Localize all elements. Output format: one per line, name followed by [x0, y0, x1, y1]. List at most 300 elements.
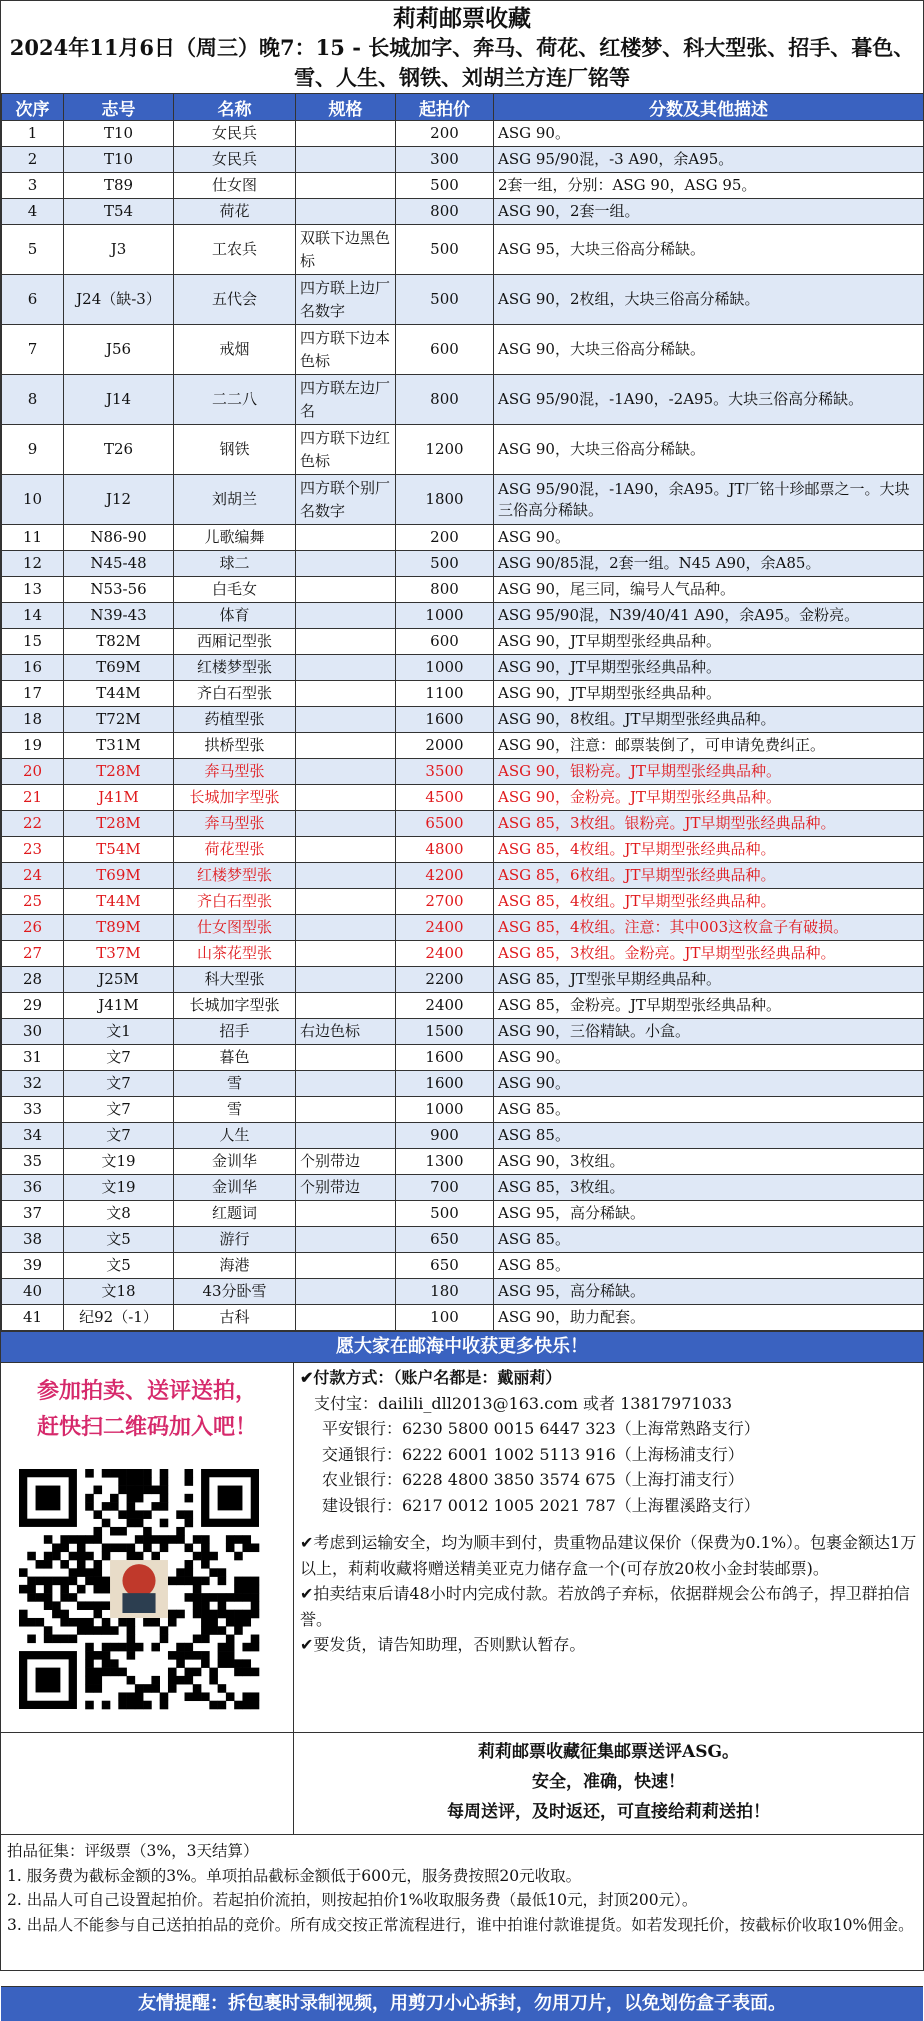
- cell-code: J56: [64, 325, 174, 375]
- table-row: [2, 863, 924, 889]
- cell-spec: [296, 811, 396, 837]
- cell-price: 800: [396, 577, 494, 603]
- table-row: [2, 915, 924, 941]
- cell-name: 暮色: [174, 1045, 296, 1071]
- table-row: [2, 1279, 924, 1305]
- cell-no: 3: [2, 173, 64, 199]
- col-header-code: 志号: [64, 94, 174, 121]
- cell-name: 二二八: [174, 375, 296, 425]
- cell-price: 180: [396, 1279, 494, 1305]
- cell-code: N39-43: [64, 603, 174, 629]
- cell-price: 800: [396, 199, 494, 225]
- table-row: [2, 1227, 924, 1253]
- cell-desc: ASG 90，大块三俗高分稀缺。: [494, 425, 924, 475]
- table-row: [2, 811, 924, 837]
- cell-code: 纪92（-1）: [64, 1305, 174, 1331]
- delivery-note: ✔要发货，请告知助理，否则默认暂存。: [300, 1635, 586, 1654]
- cell-price: 1800: [396, 475, 494, 525]
- cell-name: 荷花: [174, 199, 296, 225]
- cell-name: 五代会: [174, 275, 296, 325]
- cell-spec: [296, 1305, 396, 1331]
- collect-line-1: 莉莉邮票收藏征集邮票送评ASG。: [478, 1742, 739, 1762]
- cell-no: 28: [2, 967, 64, 993]
- rules-section: [1, 1834, 923, 1986]
- cell-no: 11: [2, 525, 64, 551]
- cell-name: 海港: [174, 1253, 296, 1279]
- blessing-banner: 愿大家在邮海中收获更多快乐！: [1, 1331, 923, 1362]
- cell-name: 西厢记型张: [174, 629, 296, 655]
- cell-code: N45-48: [64, 551, 174, 577]
- footer-reminder: 友情提醒：拆包裹时录制视频，用剪刀小心拆封，勿用刀片，以免划伤盒子表面。: [1, 1986, 923, 2021]
- cell-code: T69M: [64, 655, 174, 681]
- col-header-price: 起拍价: [396, 94, 494, 121]
- cell-desc: ASG 90。: [494, 1045, 924, 1071]
- cell-name: 金训华: [174, 1149, 296, 1175]
- cell-price: 2700: [396, 889, 494, 915]
- cell-spec: [296, 1097, 396, 1123]
- cell-code: 文7: [64, 1097, 174, 1123]
- rule-1: 1. 服务费为截标金额的3%。单项拍品截标金额低于600元，服务费按照20元收取。: [7, 1866, 582, 1885]
- cell-no: 7: [2, 325, 64, 375]
- table-row: [2, 375, 924, 425]
- cell-desc: ASG 95/90混，N39/40/41 A90，余A95。金粉亮。: [494, 603, 924, 629]
- cell-desc: ASG 90，金粉亮。JT早期型张经典品种。: [494, 785, 924, 811]
- bank-line-ccb: 建设银行：6217 0012 1005 2021 787（上海瞿溪路支行）: [322, 1495, 760, 1515]
- cell-code: T72M: [64, 707, 174, 733]
- cell-no: 27: [2, 941, 64, 967]
- collect-section: [1, 1732, 923, 1834]
- cell-code: 文19: [64, 1149, 174, 1175]
- payment-panel: [294, 1363, 923, 1732]
- collect-line-3: 每周送评，及时返还，可直接给莉莉送拍！: [447, 1802, 770, 1822]
- table-row: [2, 225, 924, 275]
- cell-code: J12: [64, 475, 174, 525]
- cell-no: 9: [2, 425, 64, 475]
- cell-name: 仕女图: [174, 173, 296, 199]
- cell-desc: ASG 90，三俗精缺。小盒。: [494, 1019, 924, 1045]
- cell-spec: 个别带边: [296, 1175, 396, 1201]
- cell-price: 900: [396, 1123, 494, 1149]
- cell-name: 雪: [174, 1097, 296, 1123]
- table-row: [2, 425, 924, 475]
- cell-spec: [296, 1253, 396, 1279]
- table-row: [2, 707, 924, 733]
- cell-spec: [296, 915, 396, 941]
- cell-no: 25: [2, 889, 64, 915]
- cell-no: 2: [2, 147, 64, 173]
- cell-spec: [296, 759, 396, 785]
- table-row: [2, 147, 924, 173]
- cell-desc: ASG 90，大块三俗高分稀缺。: [494, 325, 924, 375]
- cell-code: T69M: [64, 863, 174, 889]
- cell-spec: [296, 603, 396, 629]
- cell-no: 24: [2, 863, 64, 889]
- cell-spec: 双联下边黑色标: [296, 225, 396, 275]
- cell-code: T28M: [64, 811, 174, 837]
- cell-name: 工农兵: [174, 225, 296, 275]
- cell-price: 100: [396, 1305, 494, 1331]
- cell-price: 2400: [396, 915, 494, 941]
- cell-desc: ASG 85，3枚组。: [494, 1175, 924, 1201]
- cell-price: 1000: [396, 603, 494, 629]
- alipay-line: 支付宝：dailili_dll2013@163.com 或者 13817971033: [314, 1393, 733, 1413]
- cell-desc: ASG 85。: [494, 1253, 924, 1279]
- table-row: [2, 475, 924, 525]
- table-row: [2, 551, 924, 577]
- cell-no: 33: [2, 1097, 64, 1123]
- table-row: [2, 889, 924, 915]
- cell-price: 500: [396, 275, 494, 325]
- cell-code: T54: [64, 199, 174, 225]
- spacer: [300, 1518, 917, 1530]
- table-row: [2, 1201, 924, 1227]
- shipping-note: ✔考虑到运输安全，均为顺丰到付，贵重物品建议保价（保费为0.1%）。包裹金额达1万以上，莉莉收藏将赠送精美亚克力储存盒一个(可存放20枚小金封装邮票)。: [300, 1533, 917, 1578]
- cell-desc: ASG 85，4枚组。JT早期型张经典品种。: [494, 837, 924, 863]
- cell-spec: [296, 889, 396, 915]
- cell-price: 600: [396, 629, 494, 655]
- cell-no: 10: [2, 475, 64, 525]
- cell-price: 1500: [396, 1019, 494, 1045]
- cell-no: 1: [2, 121, 64, 147]
- cell-name: 红楼梦型张: [174, 863, 296, 889]
- cell-name: 游行: [174, 1227, 296, 1253]
- table-row: [2, 1097, 924, 1123]
- cell-no: 40: [2, 1279, 64, 1305]
- table-row: [2, 325, 924, 375]
- collect-left-blank: [1, 1733, 294, 1834]
- table-row: [2, 1045, 924, 1071]
- table-row: [2, 629, 924, 655]
- payment-deadline-note: ✔拍卖结束后请48小时内完成付款。若放鸽子弃标，依据群规会公布鸽子，捍卫群拍信誉。: [300, 1584, 910, 1629]
- cell-name: 荷花型张: [174, 837, 296, 863]
- cell-code: J3: [64, 225, 174, 275]
- cell-desc: ASG 90。: [494, 1071, 924, 1097]
- cell-desc: ASG 85，3枚组。银粉亮。JT早期型张经典品种。: [494, 811, 924, 837]
- cell-name: 戒烟: [174, 325, 296, 375]
- cell-code: 文7: [64, 1071, 174, 1097]
- collect-line-2: 安全，准确，快速！: [532, 1772, 685, 1792]
- cell-no: 19: [2, 733, 64, 759]
- bank-line-abc: 农业银行：6228 4800 3850 3574 675（上海打浦支行）: [322, 1470, 744, 1489]
- cell-no: 15: [2, 629, 64, 655]
- cell-no: 26: [2, 915, 64, 941]
- cell-code: 文5: [64, 1253, 174, 1279]
- cell-price: 2000: [396, 733, 494, 759]
- cell-spec: [296, 199, 396, 225]
- cell-spec: 四方联下边本色标: [296, 325, 396, 375]
- cell-spec: [296, 1279, 396, 1305]
- table-row: [2, 1123, 924, 1149]
- rule-3: 3. 出品人不能参与自己送拍拍品的竞价。所有成交按正常流程进行，谁中拍谁付款谁提货。如若发现托价，按截标价收取10%佣金。: [7, 1915, 914, 1934]
- promo-text: [1, 1363, 293, 1445]
- cell-spec: [296, 1045, 396, 1071]
- cell-desc: ASG 90，2套一组。: [494, 199, 924, 225]
- cell-code: J14: [64, 375, 174, 425]
- rules-heading: 拍品征集：评级票（3%，3天结算）: [7, 1842, 259, 1860]
- table-row: [2, 1071, 924, 1097]
- cell-no: 37: [2, 1201, 64, 1227]
- cell-desc: ASG 90，8枚组。JT早期型张经典品种。: [494, 707, 924, 733]
- bank-line-pingan: 平安银行：6230 5800 0015 6447 323（上海常熟路支行）: [322, 1419, 760, 1438]
- cell-name: 金训华: [174, 1175, 296, 1201]
- cell-spec: [296, 551, 396, 577]
- cell-no: 8: [2, 375, 64, 425]
- table-row: [2, 837, 924, 863]
- cell-price: 4800: [396, 837, 494, 863]
- cell-code: T82M: [64, 629, 174, 655]
- cell-name: 刘胡兰: [174, 475, 296, 525]
- cell-code: T44M: [64, 681, 174, 707]
- cell-no: 21: [2, 785, 64, 811]
- cell-code: 文19: [64, 1175, 174, 1201]
- cell-name: 红题词: [174, 1201, 296, 1227]
- cell-name: 仕女图型张: [174, 915, 296, 941]
- cell-name: 人生: [174, 1123, 296, 1149]
- cell-spec: [296, 707, 396, 733]
- cell-spec: [296, 993, 396, 1019]
- cell-spec: 四方联上边厂名数字: [296, 275, 396, 325]
- cell-name: 女民兵: [174, 147, 296, 173]
- cell-desc: ASG 90。: [494, 525, 924, 551]
- table-row: [2, 759, 924, 785]
- cell-price: 800: [396, 375, 494, 425]
- cell-no: 18: [2, 707, 64, 733]
- cell-spec: [296, 1201, 396, 1227]
- cell-code: 文5: [64, 1227, 174, 1253]
- cell-no: 17: [2, 681, 64, 707]
- cell-desc: ASG 95/90混，-1A90，余A95。JT厂铭十珍邮票之一。大块三俗高分稀缺。: [494, 475, 924, 525]
- table-row: [2, 967, 924, 993]
- title-block: [1, 1, 923, 93]
- table-row: [2, 681, 924, 707]
- table-row: [2, 275, 924, 325]
- cell-name: 儿歌编舞: [174, 525, 296, 551]
- table-row: [2, 121, 924, 147]
- cell-spec: [296, 863, 396, 889]
- cell-no: 23: [2, 837, 64, 863]
- lot-table: [1, 93, 924, 1331]
- table-row: [2, 785, 924, 811]
- cell-name: 科大型张: [174, 967, 296, 993]
- table-row: [2, 941, 924, 967]
- cell-no: 29: [2, 993, 64, 1019]
- cell-price: 650: [396, 1227, 494, 1253]
- cell-spec: [296, 967, 396, 993]
- cell-no: 5: [2, 225, 64, 275]
- table-row: [2, 733, 924, 759]
- cell-name: 齐白石型张: [174, 681, 296, 707]
- cell-code: 文1: [64, 1019, 174, 1045]
- cell-no: 6: [2, 275, 64, 325]
- cell-spec: [296, 1071, 396, 1097]
- table-row: [2, 1019, 924, 1045]
- cell-name: 招手: [174, 1019, 296, 1045]
- cell-desc: ASG 85，6枚组。JT早期型张经典品种。: [494, 863, 924, 889]
- table-row: [2, 993, 924, 1019]
- cell-code: T10: [64, 121, 174, 147]
- cell-spec: 四方联下边红色标: [296, 425, 396, 475]
- cell-code: J24（缺-3）: [64, 275, 174, 325]
- cell-no: 12: [2, 551, 64, 577]
- cell-spec: [296, 733, 396, 759]
- info-section: [1, 1362, 923, 1732]
- cell-name: 红楼梦型张: [174, 655, 296, 681]
- cell-no: 31: [2, 1045, 64, 1071]
- promo-line-2: 赶快扫二维码加入吧！: [36, 1414, 257, 1440]
- collect-text: [294, 1733, 923, 1834]
- table-row: [2, 655, 924, 681]
- cell-desc: ASG 90，3枚组。: [494, 1149, 924, 1175]
- cell-desc: ASG 85，4枚组。JT早期型张经典品种。: [494, 889, 924, 915]
- cell-name: 43分卧雪: [174, 1279, 296, 1305]
- cell-price: 200: [396, 525, 494, 551]
- cell-price: 3500: [396, 759, 494, 785]
- cell-code: T44M: [64, 889, 174, 915]
- cell-price: 600: [396, 325, 494, 375]
- cell-desc: ASG 85。: [494, 1227, 924, 1253]
- cell-code: T28M: [64, 759, 174, 785]
- cell-no: 34: [2, 1123, 64, 1149]
- cell-desc: ASG 95/90混，-1A90，-2A95。大块三俗高分稀缺。: [494, 375, 924, 425]
- cell-price: 650: [396, 1253, 494, 1279]
- cell-spec: [296, 525, 396, 551]
- cell-desc: ASG 90。: [494, 121, 924, 147]
- cell-no: 35: [2, 1149, 64, 1175]
- cell-name: 拱桥型张: [174, 733, 296, 759]
- cell-price: 4200: [396, 863, 494, 889]
- cell-desc: ASG 95，高分稀缺。: [494, 1201, 924, 1227]
- cell-no: 41: [2, 1305, 64, 1331]
- cell-desc: ASG 90，JT早期型张经典品种。: [494, 681, 924, 707]
- table-row: [2, 173, 924, 199]
- cell-price: 500: [396, 551, 494, 577]
- cell-name: 山茶花型张: [174, 941, 296, 967]
- cell-name: 古科: [174, 1305, 296, 1331]
- cell-spec: [296, 837, 396, 863]
- cell-desc: ASG 90，助力配套。: [494, 1305, 924, 1331]
- cell-code: J41M: [64, 785, 174, 811]
- cell-name: 奔马型张: [174, 811, 296, 837]
- qr-code-icon[interactable]: [13, 1469, 265, 1709]
- rule-2: 2. 出品人可自己设置起拍价。若起拍价流拍，则按起拍价1%收取服务费（最低10元，封顶200元）。: [7, 1891, 698, 1909]
- cell-desc: ASG 95，大块三俗高分稀缺。: [494, 225, 924, 275]
- cell-no: 16: [2, 655, 64, 681]
- cell-code: 文7: [64, 1045, 174, 1071]
- table-row: [2, 1253, 924, 1279]
- cell-spec: [296, 655, 396, 681]
- cell-price: 700: [396, 1175, 494, 1201]
- cell-desc: 2套一组，分别：ASG 90，ASG 95。: [494, 173, 924, 199]
- cell-desc: ASG 90，注意：邮票装倒了，可申请免费纠正。: [494, 733, 924, 759]
- cell-price: 6500: [396, 811, 494, 837]
- cell-desc: ASG 95，高分稀缺。: [494, 1279, 924, 1305]
- cell-name: 齐白石型张: [174, 889, 296, 915]
- cell-name: 球二: [174, 551, 296, 577]
- cell-spec: 右边色标: [296, 1019, 396, 1045]
- cell-name: 女民兵: [174, 121, 296, 147]
- cell-no: 4: [2, 199, 64, 225]
- cell-desc: ASG 95/90混，-3 A90，余A95。: [494, 147, 924, 173]
- cell-name: 药植型张: [174, 707, 296, 733]
- cell-price: 1000: [396, 655, 494, 681]
- cell-name: 奔马型张: [174, 759, 296, 785]
- cell-price: 4500: [396, 785, 494, 811]
- cell-price: 500: [396, 1201, 494, 1227]
- col-header-spec: 规格: [296, 94, 396, 121]
- cell-code: N53-56: [64, 577, 174, 603]
- cell-price: 1600: [396, 1071, 494, 1097]
- cell-no: 32: [2, 1071, 64, 1097]
- promo-line-1: 参加拍卖、送评送拍，: [36, 1378, 257, 1404]
- cell-desc: ASG 85。: [494, 1123, 924, 1149]
- col-header-no: 次序: [2, 94, 64, 121]
- cell-price: 1600: [396, 707, 494, 733]
- cell-spec: [296, 147, 396, 173]
- cell-desc: ASG 85，4枚组。注意：其中003这枚盒子有破损。: [494, 915, 924, 941]
- cell-name: 长城加字型张: [174, 785, 296, 811]
- cell-spec: [296, 1123, 396, 1149]
- cell-spec: [296, 681, 396, 707]
- cell-price: 2400: [396, 941, 494, 967]
- cell-spec: [296, 121, 396, 147]
- cell-code: J25M: [64, 967, 174, 993]
- cell-code: J41M: [64, 993, 174, 1019]
- cell-code: 文7: [64, 1123, 174, 1149]
- table-header-row: [2, 94, 924, 121]
- cell-name: 长城加字型张: [174, 993, 296, 1019]
- cell-no: 20: [2, 759, 64, 785]
- payment-heading: ✔付款方式：（账户名都是：戴丽莉）: [300, 1368, 562, 1387]
- cell-no: 39: [2, 1253, 64, 1279]
- cell-no: 36: [2, 1175, 64, 1201]
- cell-name: 白毛女: [174, 577, 296, 603]
- cell-code: N86-90: [64, 525, 174, 551]
- cell-desc: ASG 85，3枚组。金粉亮。JT早期型张经典品种。: [494, 941, 924, 967]
- cell-desc: ASG 90，银粉亮。JT早期型张经典品种。: [494, 759, 924, 785]
- cell-code: T89M: [64, 915, 174, 941]
- cell-no: 30: [2, 1019, 64, 1045]
- cell-no: 22: [2, 811, 64, 837]
- cell-price: 2400: [396, 993, 494, 1019]
- cell-desc: ASG 85，JT型张早期经典品种。: [494, 967, 924, 993]
- cell-desc: ASG 90，2枚组，大块三俗高分稀缺。: [494, 275, 924, 325]
- cell-desc: ASG 90，JT早期型张经典品种。: [494, 655, 924, 681]
- cell-code: T37M: [64, 941, 174, 967]
- cell-price: 300: [396, 147, 494, 173]
- cell-price: 500: [396, 225, 494, 275]
- cell-spec: 个别带边: [296, 1149, 396, 1175]
- table-row: [2, 1305, 924, 1331]
- cell-name: 体育: [174, 603, 296, 629]
- promo-panel: [1, 1363, 294, 1732]
- cell-desc: ASG 90，尾三同，编号人气品种。: [494, 577, 924, 603]
- cell-price: 2200: [396, 967, 494, 993]
- cell-price: 500: [396, 173, 494, 199]
- cell-price: 1200: [396, 425, 494, 475]
- cell-price: 200: [396, 121, 494, 147]
- cell-name: 钢铁: [174, 425, 296, 475]
- cell-no: 38: [2, 1227, 64, 1253]
- table-row: [2, 577, 924, 603]
- cell-spec: 四方联左边厂名: [296, 375, 396, 425]
- cell-spec: [296, 1227, 396, 1253]
- cell-price: 1100: [396, 681, 494, 707]
- cell-code: T31M: [64, 733, 174, 759]
- lot-table-body: [2, 121, 924, 1331]
- cell-code: 文18: [64, 1279, 174, 1305]
- cell-spec: [296, 577, 396, 603]
- cell-code: T54M: [64, 837, 174, 863]
